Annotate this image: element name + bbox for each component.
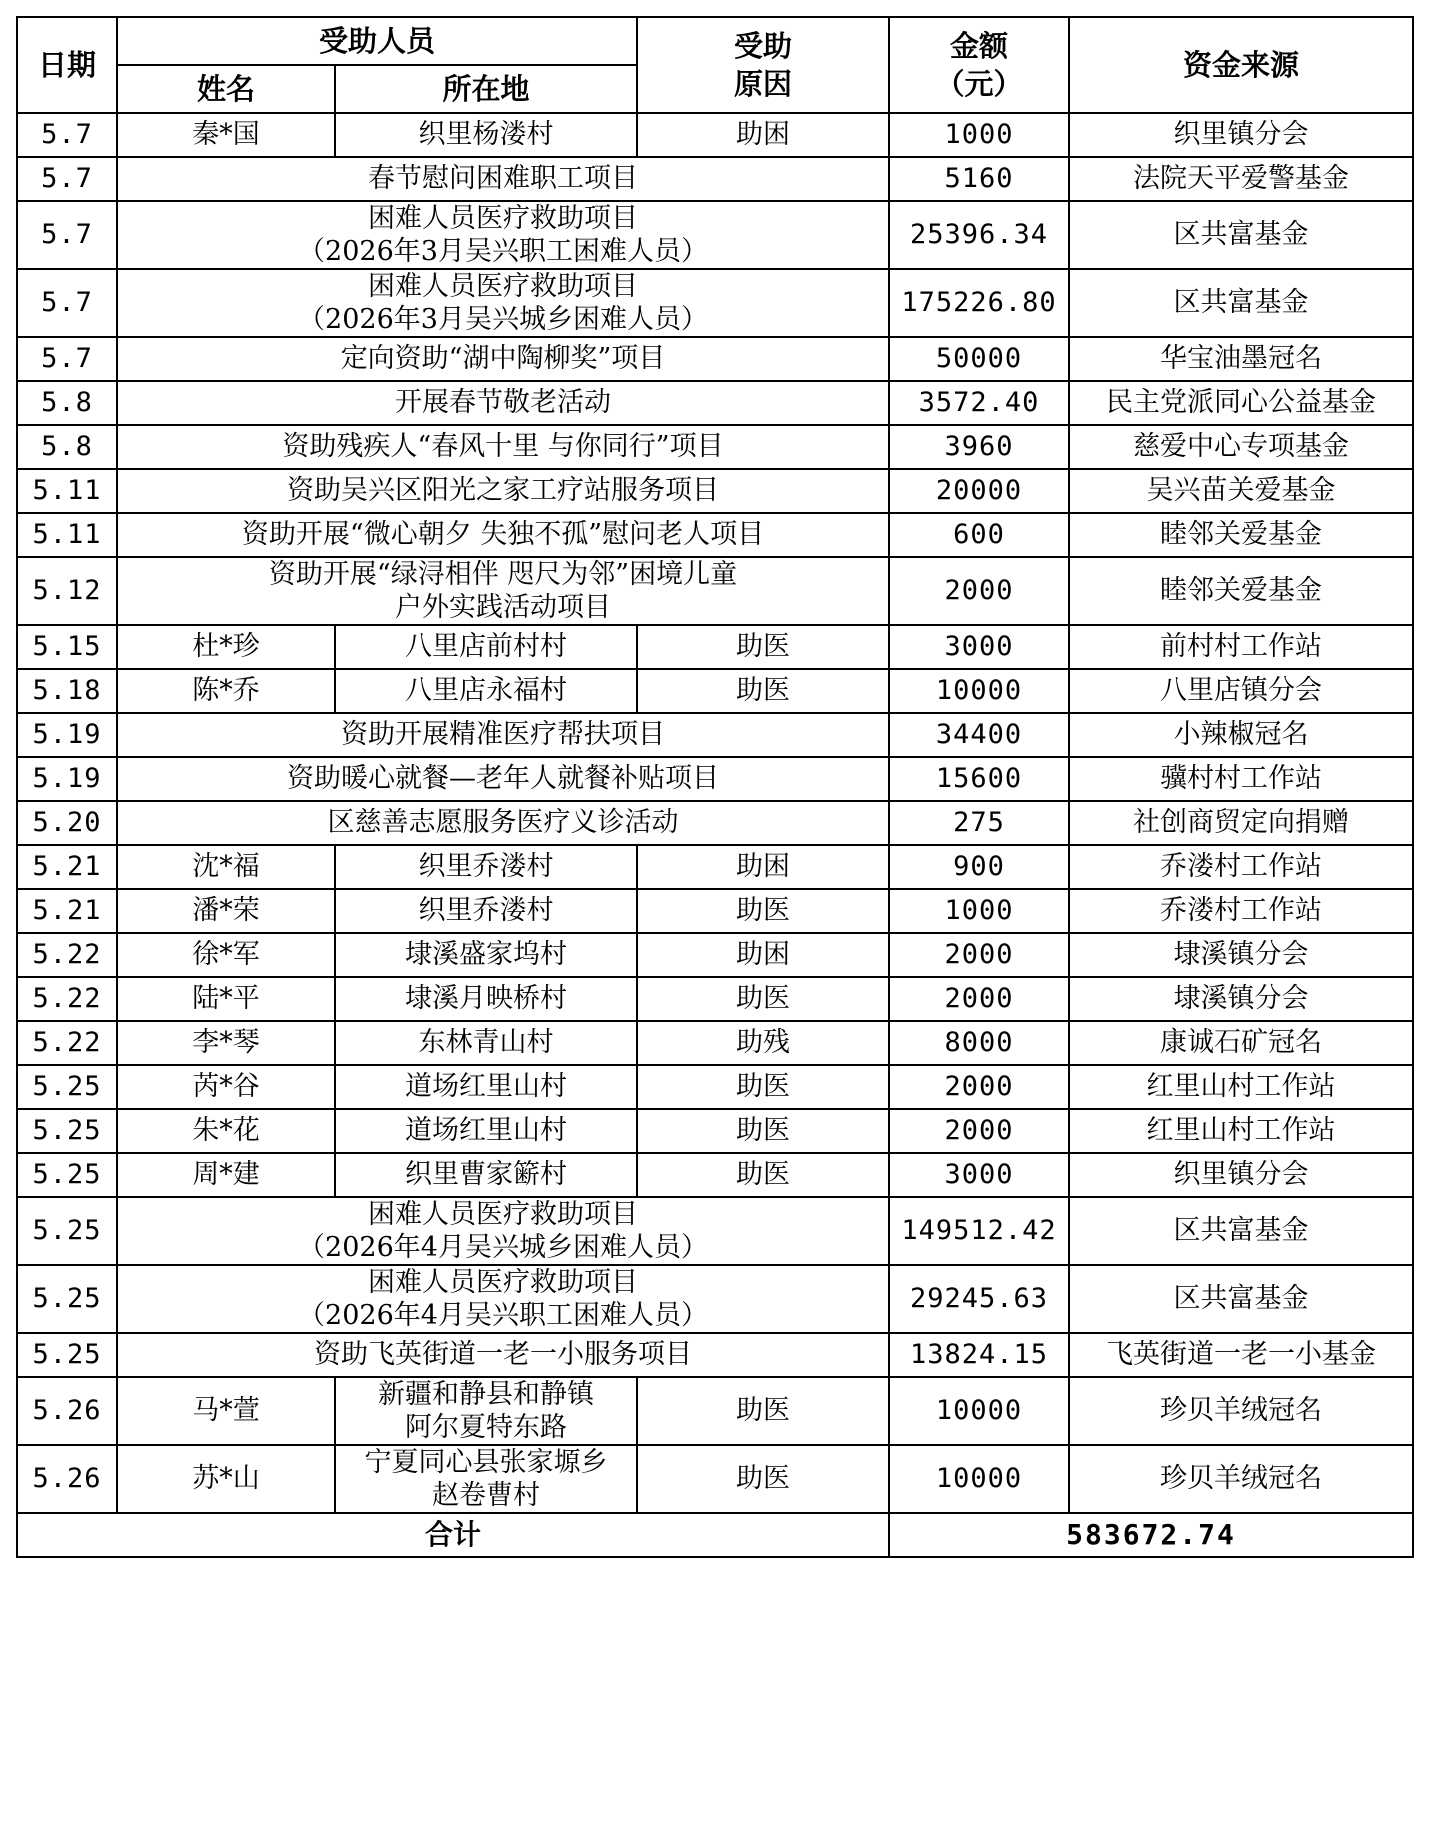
amount-cell: 2000 — [889, 1065, 1069, 1109]
total-amount: 583672.74 — [889, 1513, 1413, 1557]
source-cell: 华宝油墨冠名 — [1069, 337, 1413, 381]
amount-cell: 25396.34 — [889, 201, 1069, 269]
source-cell: 乔溇村工作站 — [1069, 889, 1413, 933]
source-cell: 区共富基金 — [1069, 1197, 1413, 1265]
project-cell: 资助暖心就餐—老年人就餐补贴项目 — [117, 757, 889, 801]
reason-cell: 助医 — [637, 1377, 889, 1445]
table-row — [17, 513, 1413, 557]
amount-cell: 10000 — [889, 1377, 1069, 1445]
amount-cell: 600 — [889, 513, 1069, 557]
amount-cell: 2000 — [889, 933, 1069, 977]
location-cell: 织里曹家簖村 — [335, 1153, 637, 1197]
amount-cell: 1000 — [889, 889, 1069, 933]
date-cell: 5.21 — [17, 845, 117, 889]
location-cell: 埭溪月映桥村 — [335, 977, 637, 1021]
header-reason: 受助 原因 — [637, 17, 889, 113]
table-row — [17, 425, 1413, 469]
source-cell: 康诚石矿冠名 — [1069, 1021, 1413, 1065]
source-cell: 埭溪镇分会 — [1069, 977, 1413, 1021]
total-label: 合计 — [17, 1513, 889, 1557]
source-cell: 民主党派同心公益基金 — [1069, 381, 1413, 425]
source-cell: 睦邻关爱基金 — [1069, 557, 1413, 625]
date-cell: 5.20 — [17, 801, 117, 845]
source-cell: 慈爱中心专项基金 — [1069, 425, 1413, 469]
project-cell: 定向资助“湖中陶柳奖”项目 — [117, 337, 889, 381]
name-cell: 徐*军 — [117, 933, 335, 977]
table-row — [17, 113, 1413, 157]
source-cell: 珍贝羊绒冠名 — [1069, 1377, 1413, 1445]
name-cell: 李*琴 — [117, 1021, 335, 1065]
table-row — [17, 669, 1413, 713]
table-row — [17, 1445, 1413, 1513]
date-cell: 5.25 — [17, 1153, 117, 1197]
location-cell: 织里杨溇村 — [335, 113, 637, 157]
name-cell: 陆*平 — [117, 977, 335, 1021]
amount-cell: 50000 — [889, 337, 1069, 381]
source-cell: 红里山村工作站 — [1069, 1065, 1413, 1109]
table-row — [17, 801, 1413, 845]
donation-table — [16, 16, 1414, 1558]
table-row — [17, 1265, 1413, 1333]
amount-cell: 3000 — [889, 625, 1069, 669]
amount-cell: 29245.63 — [889, 1265, 1069, 1333]
location-cell: 八里店永福村 — [335, 669, 637, 713]
amount-cell: 13824.15 — [889, 1333, 1069, 1377]
project-cell: 资助开展“微心朝夕 失独不孤”慰问老人项目 — [117, 513, 889, 557]
location-cell: 八里店前村村 — [335, 625, 637, 669]
project-cell: 区慈善志愿服务医疗义诊活动 — [117, 801, 889, 845]
name-cell: 杜*珍 — [117, 625, 335, 669]
table-row — [17, 625, 1413, 669]
location-cell: 织里乔溇村 — [335, 889, 637, 933]
date-cell: 5.25 — [17, 1197, 117, 1265]
table-row — [17, 845, 1413, 889]
table-row — [17, 157, 1413, 201]
reason-cell: 助困 — [637, 933, 889, 977]
amount-cell: 2000 — [889, 1109, 1069, 1153]
project-cell: 春节慰问困难职工项目 — [117, 157, 889, 201]
header-recipient: 受助人员 — [117, 17, 637, 65]
date-cell: 5.11 — [17, 513, 117, 557]
reason-cell: 助残 — [637, 1021, 889, 1065]
table-row — [17, 381, 1413, 425]
reason-cell: 助医 — [637, 1153, 889, 1197]
table-row — [17, 1153, 1413, 1197]
table-row — [17, 469, 1413, 513]
name-cell: 苏*山 — [117, 1445, 335, 1513]
source-cell: 区共富基金 — [1069, 269, 1413, 337]
reason-cell: 助医 — [637, 1065, 889, 1109]
location-cell: 东林青山村 — [335, 1021, 637, 1065]
table-row — [17, 713, 1413, 757]
amount-cell: 10000 — [889, 669, 1069, 713]
table-row — [17, 757, 1413, 801]
name-cell: 潘*荣 — [117, 889, 335, 933]
amount-cell: 149512.42 — [889, 1197, 1069, 1265]
reason-cell: 助医 — [637, 889, 889, 933]
date-cell: 5.21 — [17, 889, 117, 933]
name-cell: 周*建 — [117, 1153, 335, 1197]
reason-cell: 助医 — [637, 1109, 889, 1153]
table-row — [17, 933, 1413, 977]
source-cell: 红里山村工作站 — [1069, 1109, 1413, 1153]
source-cell: 区共富基金 — [1069, 1265, 1413, 1333]
table-row — [17, 1109, 1413, 1153]
date-cell: 5.11 — [17, 469, 117, 513]
source-cell: 飞英街道一老一小基金 — [1069, 1333, 1413, 1377]
location-cell: 埭溪盛家坞村 — [335, 933, 637, 977]
amount-cell: 8000 — [889, 1021, 1069, 1065]
source-cell: 织里镇分会 — [1069, 113, 1413, 157]
header-source: 资金来源 — [1069, 17, 1413, 113]
reason-cell: 助医 — [637, 625, 889, 669]
table-row — [17, 201, 1413, 269]
table-body — [17, 17, 1413, 1557]
date-cell: 5.26 — [17, 1445, 117, 1513]
location-cell: 宁夏同心县张家塬乡 赵卷曹村 — [335, 1445, 637, 1513]
amount-cell: 3960 — [889, 425, 1069, 469]
project-cell: 资助飞英街道一老一小服务项目 — [117, 1333, 889, 1377]
reason-cell: 助医 — [637, 1445, 889, 1513]
source-cell: 社创商贸定向捐赠 — [1069, 801, 1413, 845]
date-cell: 5.22 — [17, 977, 117, 1021]
date-cell: 5.15 — [17, 625, 117, 669]
date-cell: 5.25 — [17, 1109, 117, 1153]
date-cell: 5.18 — [17, 669, 117, 713]
amount-cell: 3000 — [889, 1153, 1069, 1197]
date-cell: 5.8 — [17, 381, 117, 425]
source-cell: 埭溪镇分会 — [1069, 933, 1413, 977]
amount-cell: 175226.80 — [889, 269, 1069, 337]
project-cell: 资助开展“绿浔相伴 咫尺为邻”困境儿童 户外实践活动项目 — [117, 557, 889, 625]
project-cell: 资助开展精准医疗帮扶项目 — [117, 713, 889, 757]
amount-cell: 15600 — [889, 757, 1069, 801]
location-cell: 新疆和静县和静镇 阿尔夏特东路 — [335, 1377, 637, 1445]
date-cell: 5.25 — [17, 1065, 117, 1109]
table-row — [17, 337, 1413, 381]
source-cell: 吴兴苗关爱基金 — [1069, 469, 1413, 513]
date-cell: 5.12 — [17, 557, 117, 625]
source-cell: 乔溇村工作站 — [1069, 845, 1413, 889]
header-date: 日期 — [17, 17, 117, 113]
project-cell: 困难人员医疗救助项目 （2026年4月吴兴城乡困难人员） — [117, 1197, 889, 1265]
amount-cell: 1000 — [889, 113, 1069, 157]
source-cell: 珍贝羊绒冠名 — [1069, 1445, 1413, 1513]
date-cell: 5.7 — [17, 201, 117, 269]
date-cell: 5.22 — [17, 933, 117, 977]
table-row — [17, 889, 1413, 933]
date-cell: 5.7 — [17, 113, 117, 157]
table-row — [17, 1021, 1413, 1065]
table-row — [17, 1377, 1413, 1445]
source-cell: 小辣椒冠名 — [1069, 713, 1413, 757]
reason-cell: 助困 — [637, 113, 889, 157]
name-cell: 马*萱 — [117, 1377, 335, 1445]
date-cell: 5.25 — [17, 1265, 117, 1333]
project-cell: 资助残疾人“春风十里 与你同行”项目 — [117, 425, 889, 469]
table-row — [17, 1065, 1413, 1109]
reason-cell: 助医 — [637, 669, 889, 713]
amount-cell: 10000 — [889, 1445, 1069, 1513]
reason-cell: 助困 — [637, 845, 889, 889]
name-cell: 陈*乔 — [117, 669, 335, 713]
date-cell: 5.26 — [17, 1377, 117, 1445]
name-cell: 朱*花 — [117, 1109, 335, 1153]
project-cell: 开展春节敬老活动 — [117, 381, 889, 425]
date-cell: 5.7 — [17, 337, 117, 381]
amount-cell: 900 — [889, 845, 1069, 889]
name-cell: 芮*谷 — [117, 1065, 335, 1109]
source-cell: 骥村村工作站 — [1069, 757, 1413, 801]
location-cell: 道场红里山村 — [335, 1065, 637, 1109]
table-row — [17, 977, 1413, 1021]
table-row — [17, 1197, 1413, 1265]
date-cell: 5.8 — [17, 425, 117, 469]
header-amount: 金额 （元） — [889, 17, 1069, 113]
name-cell: 秦*国 — [117, 113, 335, 157]
source-cell: 前村村工作站 — [1069, 625, 1413, 669]
amount-cell: 20000 — [889, 469, 1069, 513]
source-cell: 区共富基金 — [1069, 201, 1413, 269]
date-cell: 5.7 — [17, 269, 117, 337]
name-cell: 沈*福 — [117, 845, 335, 889]
amount-cell: 3572.40 — [889, 381, 1069, 425]
date-cell: 5.7 — [17, 157, 117, 201]
amount-cell: 275 — [889, 801, 1069, 845]
source-cell: 法院天平爱警基金 — [1069, 157, 1413, 201]
table-row — [17, 269, 1413, 337]
amount-cell: 2000 — [889, 977, 1069, 1021]
project-cell: 困难人员医疗救助项目 （2026年3月吴兴职工困难人员） — [117, 201, 889, 269]
table-row — [17, 1333, 1413, 1377]
amount-cell: 2000 — [889, 557, 1069, 625]
header-location: 所在地 — [335, 65, 637, 113]
source-cell: 织里镇分会 — [1069, 1153, 1413, 1197]
project-cell: 困难人员医疗救助项目 （2026年4月吴兴职工困难人员） — [117, 1265, 889, 1333]
total-row — [17, 1513, 1413, 1557]
source-cell: 睦邻关爱基金 — [1069, 513, 1413, 557]
reason-cell: 助医 — [637, 977, 889, 1021]
header-name: 姓名 — [117, 65, 335, 113]
location-cell: 织里乔溇村 — [335, 845, 637, 889]
location-cell: 道场红里山村 — [335, 1109, 637, 1153]
date-cell: 5.19 — [17, 757, 117, 801]
project-cell: 困难人员医疗救助项目 （2026年3月吴兴城乡困难人员） — [117, 269, 889, 337]
project-cell: 资助吴兴区阳光之家工疗站服务项目 — [117, 469, 889, 513]
date-cell: 5.19 — [17, 713, 117, 757]
amount-cell: 5160 — [889, 157, 1069, 201]
source-cell: 八里店镇分会 — [1069, 669, 1413, 713]
table-row — [17, 557, 1413, 625]
amount-cell: 34400 — [889, 713, 1069, 757]
date-cell: 5.25 — [17, 1333, 117, 1377]
date-cell: 5.22 — [17, 1021, 117, 1065]
